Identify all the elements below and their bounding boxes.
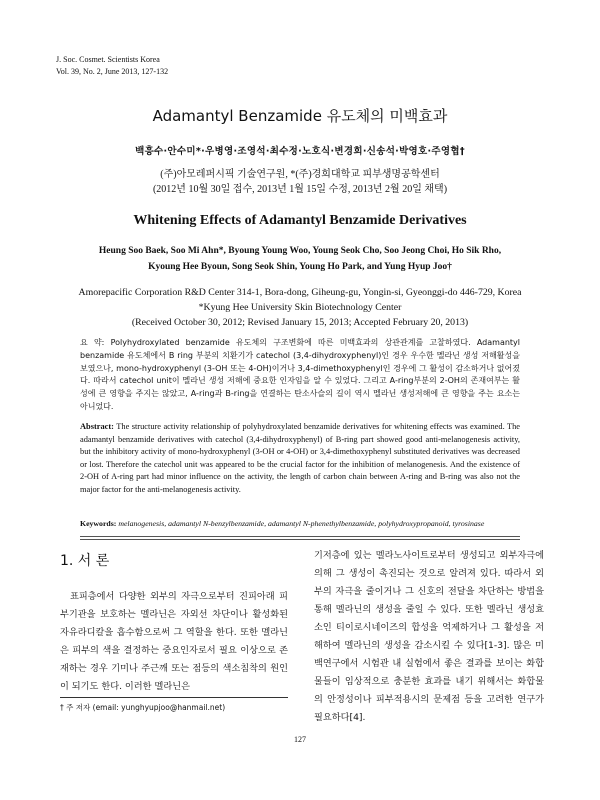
english-affiliation2: *Kyung Hee University Skin Biotechnology Center — [198, 302, 402, 313]
english-authors-line1: Heung Soo Baek, Soo Mi Ahn*, Byoung Young Woo, Young Seok Cho, Soo Jeong Choi, Ho Sik Rho, — [98, 246, 502, 256]
divider — [80, 536, 520, 537]
english-authors-line2: Kyoung Hee Byoun, Song Seok Shin, Young Ho Park, and Yung Hyup Joo† — [148, 262, 452, 272]
footnote-divider — [60, 697, 288, 698]
korean-dates: (2012년 10월 30일 접수, 2013년 1월 15일 수정, 2013년 2월 20일 채택) — [152, 184, 448, 195]
english-affiliation-block — [0, 285, 600, 330]
keywords — [80, 519, 520, 528]
korean-authors: 백흥수·안수미*·우병영·조영석·최수정·노호식·변경희·신송석·박영호·주영협† — [135, 146, 465, 157]
divider — [80, 539, 520, 540]
body-paragraph-right: 기저층에 있는 멜라노사이트로부터 생성되고 외부자극에 의해 그 생성이 촉진되는 것으로 알려져 있다. 따라서 외부의 자극을 줄이거나 그 신호의 전달을 차단하는 방법을 통해 멜라닌의 생성을 줄일 수 있다. 또한 멜라닌 생성효소인 티이로시네이즈의 합성을 억제하거나 그 활성을 저해하여 멜라닌의 생성을 감소시킬 수 있다[1-3]. 많은 미백연구에서 시험관 내 실험에서 좋은 결과를 보이는 화합물들이 임상적으로 충분한 효과를 내기 위해서는 화합물의 안정성이나 피부적용시의 문제점 등을 고려한 연구가 필요하다[4]. — [314, 550, 544, 723]
korean-abstract-label: 요 약: — [80, 338, 105, 347]
journal-volume: Vol. 39, No. 2, June 2013, 127-132 — [56, 67, 169, 76]
korean-affiliation-block — [0, 167, 600, 197]
page-number: 127 — [294, 735, 306, 744]
body-paragraph-left: 표피층에서 다양한 외부의 자극으로부터 진피아래 피부기관을 보호하는 멜라닌은 자외선 차단이나 활성화된 자유라디칼을 흡수함으로써 그 역할을 한다. 또한 멜라닌은 피부의 색을 결정하는 중요인자로서 필요 이상으로 존재하는 경우 기미나 주근깨 또는 점등의 색소침착의 원인이 되기도 한다. 이러한 멜라닌은 — [60, 591, 288, 692]
english-authors — [0, 243, 600, 275]
journal-name: J. Soc. Cosmet. Scientists Korea — [56, 55, 160, 64]
korean-title: Adamantyl Benzamide 유도체의 미백효과 — [152, 107, 448, 125]
keywords-label: Keywords: — [80, 519, 117, 528]
keywords-text: melanogenesis, adamantyl N-benzylbenzamide, adamantyl N-phenethylbenzamide, polyhydroxypropanoid, tyrosinase — [118, 519, 485, 528]
korean-abstract-text: Polyhydroxylated benzamide 유도체의 구조변화에 따른 미백효과의 상관관계를 고찰하였다. Adamantyl benzamide 유도체에서 B ring 부분의 치환기가 catechol (3,4-dihydroxyphenyl)인 경우 우수한 멜라닌 생성 저해활성을 보였으나, mono-hydroxyphenyl (3-OH 또는 4-OH)이거나 3,4-dimethoxyphenyl인 경우에 그 활성이 감소하거나 없어졌다. 따라서 catechol unit이 멜라닌 생성 저해에 중요한 인자임을 알 수 있었다. 그리고 A-ring부분의 2-OH의 존재여부는 활성에 큰 영향을 주지는 않았고, A-ring과 B-ring을 연결하는 탄소사슬의 길이 역시 멜라닌 생성저해에 큰 영향을 주는 요소는 아니었다. — [80, 338, 521, 411]
section-heading: 1. 서 론 — [60, 553, 110, 569]
footnote: † 주 저자 (email: yunghyupjoo@hanmail.net) — [60, 703, 226, 712]
english-title: Whitening Effects of Adamantyl Benzamide Derivatives — [133, 213, 467, 228]
korean-abstract — [80, 337, 520, 414]
english-abstract-label: Abstract: — [80, 422, 114, 431]
journal-header — [56, 54, 168, 78]
english-affiliation1: Amorepacific Corporation R&D Center 314-1, Bora-dong, Giheung-gu, Yongin-si, Gyeonggi-do 446-729, Korea — [78, 287, 522, 298]
korean-affiliation: (주)아모레퍼시픽 기술연구원, *(주)경희대학교 피부생명공학센터 — [160, 169, 440, 180]
body-column-right — [314, 547, 544, 727]
english-dates: (Received October 30, 2012; Revised January 15, 2013; Accepted February 20, 2013) — [131, 317, 469, 328]
english-abstract-text: The structure activity relationship of polyhydroxylated benzamide derivatives for whitening effects was examined. The adamantyl benzamide derivatives with catechol (3,4-dihydroxyphenyl) of B-ring part showed good anti-melanogenesis activity, but the inhibitory activity of mono-hydroxyphenyl (3-OH or 4-OH) or 3,4-dimethoxyphenyl substituted derivatives was decreased or lost. Therefore the catechol unit was appeared to be the crucial factor for the inhibition of melanogenesis. And the existence of 2-OH of A-ring part had minor influence on the activity, the length of carbon chain between A-ring and B-ring was also not the major factor for the anti-melanogenesis activity. — [80, 422, 520, 494]
body-column-left — [60, 588, 288, 696]
english-abstract — [80, 421, 520, 497]
